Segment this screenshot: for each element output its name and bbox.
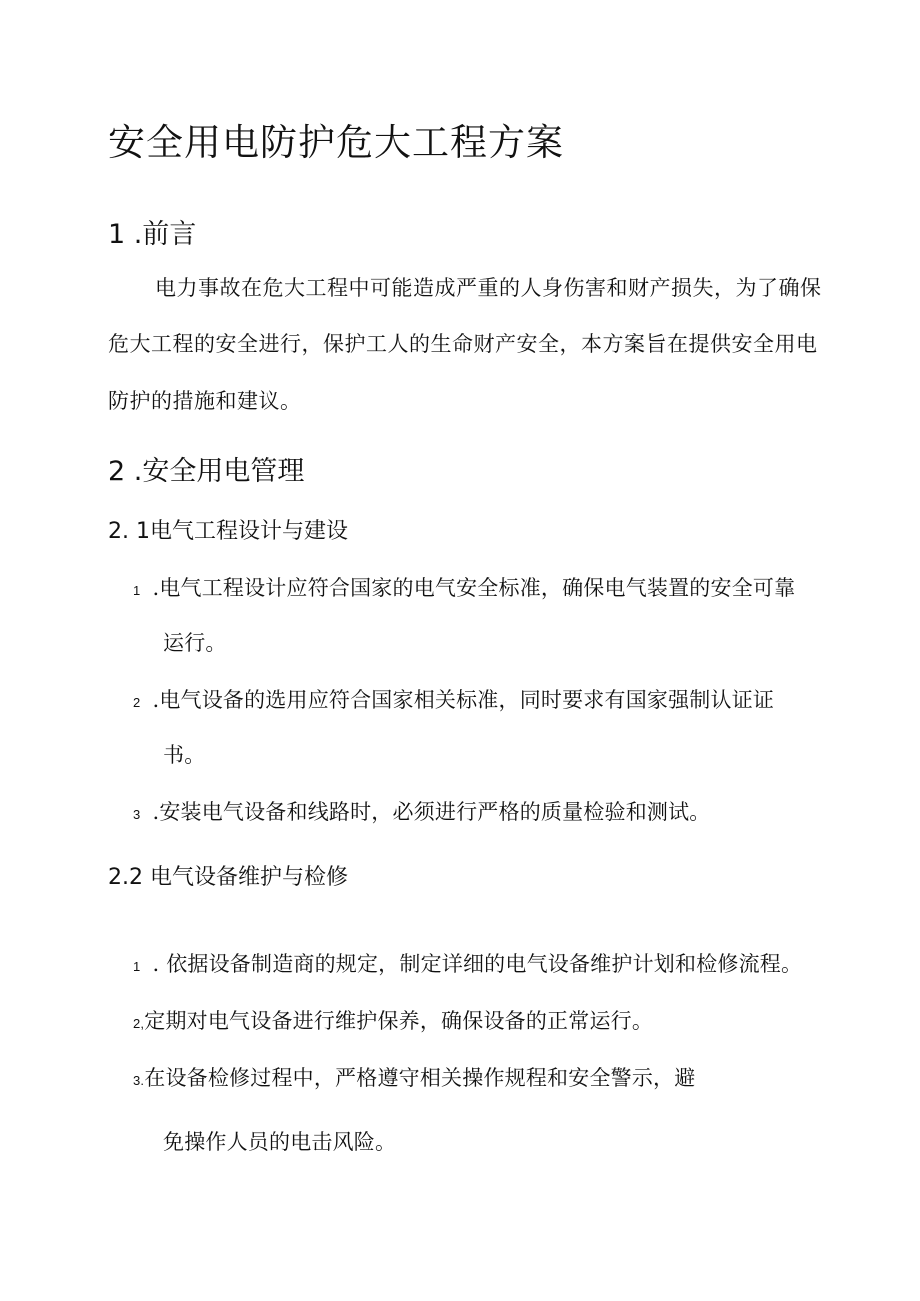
list-item-text: .电气工程设计应符合国家的电气安全标准，确保电气装置的安全可靠 xyxy=(152,576,796,600)
list-item-text: 定期对电气设备进行维护保养，确保设备的正常运行。 xyxy=(144,1009,654,1033)
list-item-number: 3 xyxy=(133,807,141,822)
list-item xyxy=(133,1005,653,1035)
list-item-continuation: 免操作人员的电击风险。 xyxy=(163,1130,397,1154)
list-item xyxy=(133,572,795,602)
preface-line-2: 危大工程的安全进行，保护工人的生命财产安全，本方案旨在提供安全用电 xyxy=(108,332,818,356)
list-item-number: 1 xyxy=(133,583,141,598)
list-item-text: .安装电气设备和线路时，必须进行严格的质量检验和测试。 xyxy=(152,800,711,824)
list-item-text: .电气设备的选用应符合国家相关标准，同时要求有国家强制认证证 xyxy=(152,688,775,712)
preface-line-1: 电力事故在危大工程中可能造成严重的人身伤害和财产损失，为了确保 xyxy=(155,276,822,300)
list-item xyxy=(133,796,711,826)
list-item-text: . 依据设备制造商的规定，制定详细的电气设备维护计划和检修流程。 xyxy=(152,952,803,976)
list-item xyxy=(133,948,802,978)
subsection-heading-maintenance: 2.2 电气设备维护与检修 xyxy=(108,865,348,890)
list-item-text: 在设备检修过程中，严格遵守相关操作规程和安全警示，避 xyxy=(144,1066,696,1090)
list-item-number: 3. xyxy=(133,1073,145,1088)
list-item-continuation: 书。 xyxy=(163,743,206,767)
section-heading-safety-management: 2 .安全用电管理 xyxy=(108,456,305,487)
preface-line-3: 防护的措施和建议。 xyxy=(108,389,302,413)
subsection-heading-design: 2. 1电气工程设计与建设 xyxy=(108,519,348,544)
list-item-number: 1 xyxy=(133,959,141,974)
section-heading-preface: 1 .前言 xyxy=(108,219,197,250)
list-item xyxy=(133,684,774,714)
list-item-number: 2, xyxy=(133,1016,145,1031)
list-item-continuation: 运行。 xyxy=(163,631,227,655)
list-item-number: 2 xyxy=(133,695,141,710)
list-item xyxy=(133,1062,695,1092)
document-title: 安全用电防护危大工程方案 xyxy=(108,121,564,164)
